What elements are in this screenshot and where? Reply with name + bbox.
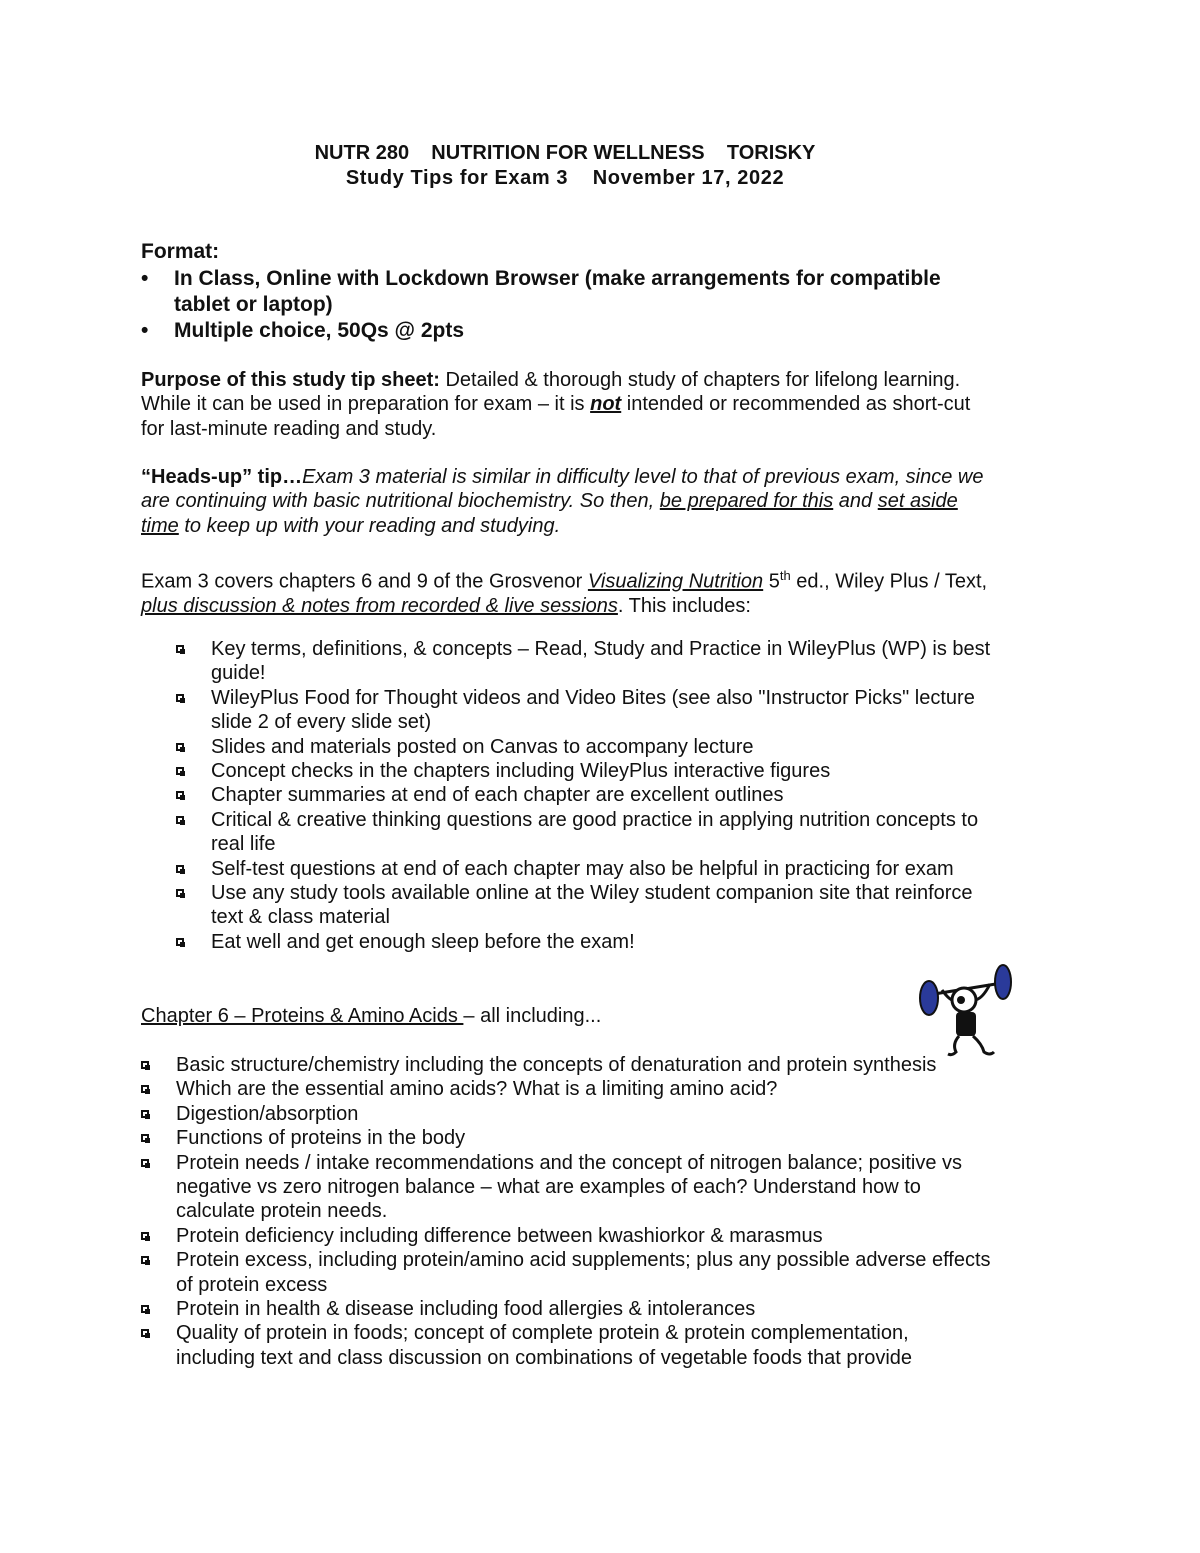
checkbox-bullet-icon: [176, 816, 184, 824]
headsup-label: “Heads-up” tip…: [141, 466, 303, 488]
checkbox-bullet-icon: [141, 1061, 149, 1069]
list-item: Self-test questions at end of each chapter may also be helpful in practicing for exam: [176, 857, 996, 881]
format-item: • Multiple choice, 50Qs @ 2pts: [141, 319, 465, 342]
format-item: • In Class, Online with Lockdown Browser (make arrangements for compatible tablet or laptop): [141, 267, 941, 316]
list-item: Protein in health & disease including food allergies & intolerances: [141, 1297, 991, 1321]
list-item: Basic structure/chemistry including the concepts of denaturation and protein synthesis: [141, 1053, 991, 1077]
checkbox-bullet-icon: [176, 938, 184, 946]
checkbox-bullet-icon: [176, 865, 184, 873]
checkbox-bullet-icon: [176, 694, 184, 702]
list-item: Digestion/absorption: [141, 1102, 991, 1126]
checkbox-bullet-icon: [141, 1159, 149, 1167]
bullet-icon: •: [141, 319, 149, 342]
purpose-label: Purpose of this study tip sheet:: [141, 369, 440, 391]
checkbox-bullet-icon: [141, 1329, 149, 1337]
document-subtitle: Study Tips for Exam 3 November 17, 2022: [345, 167, 785, 189]
checkbox-bullet-icon: [141, 1305, 149, 1313]
list-item: Concept checks in the chapters including WileyPlus interactive figures: [176, 759, 996, 783]
list-item: Protein excess, including protein/amino acid supplements; plus any possible adverse effects of protein excess: [141, 1248, 991, 1297]
checkbox-bullet-icon: [141, 1134, 149, 1142]
book-title: Visualizing Nutrition: [587, 570, 764, 593]
format-list: [141, 266, 991, 344]
list-item: Critical & creative thinking questions are good practice in applying nutrition concepts to real life: [176, 808, 996, 857]
checkbox-bullet-icon: [141, 1110, 149, 1118]
bullet-icon: •: [141, 267, 149, 290]
checkbox-bullet-icon: [141, 1232, 149, 1240]
chapter6-list: [141, 1053, 991, 1370]
list-item: Which are the essential amino acids? What is a limiting amino acid?: [141, 1077, 991, 1101]
checkbox-bullet-icon: [176, 791, 184, 799]
checkbox-bullet-icon: [141, 1256, 149, 1264]
checkbox-bullet-icon: [141, 1085, 149, 1093]
list-item: Chapter summaries at end of each chapter are excellent outlines: [176, 783, 996, 807]
format-heading: Format:: [141, 240, 220, 263]
emphasis-not: not: [590, 393, 622, 416]
list-item: Key terms, definitions, & concepts – Read, Study and Practice in WileyPlus (WP) is best guide!: [176, 637, 996, 686]
study-tips-list: [176, 637, 996, 954]
course-title: NUTR 280 NUTRITION FOR WELLNESS TORISKY: [314, 142, 816, 164]
list-item: Protein needs / intake recommendations and the concept of nitrogen balance; positive vs negative vs zero nitrogen balance – what are examples of each? Understand how to calculate protein needs.: [141, 1151, 991, 1224]
list-item: Functions of proteins in the body: [141, 1126, 991, 1150]
headsup-paragraph: “Heads-up” tip…Exam 3 material is similar in difficulty level to that of previous exam, since we are continuing with basic nutritional biochemistry. So then, be prepared for this and set aside time to keep up with your reading and studying.: [141, 466, 984, 537]
purpose-paragraph: Purpose of this study tip sheet: Detailed & thorough study of chapters for lifelong learning. While it can be used in preparation for exam – it is not intended or recommended as short-cut for last-minute reading and study.: [141, 369, 971, 440]
checkbox-bullet-icon: [176, 767, 184, 775]
checkbox-bullet-icon: [176, 889, 184, 897]
list-item: Slides and materials posted on Canvas to accompany lecture: [176, 735, 996, 759]
chapter6-heading: Chapter 6 – Proteins & Amino Acids – all including...: [141, 1005, 602, 1027]
list-item: WileyPlus Food for Thought videos and Video Bites (see also "Instructor Picks" lecture slide 2 of every slide set): [176, 686, 996, 735]
list-item: Protein deficiency including difference between kwashiorkor & marasmus: [141, 1224, 991, 1248]
list-item: Use any study tools available online at the Wiley student companion site that reinforce text & class material: [176, 881, 996, 930]
checkbox-bullet-icon: [176, 645, 184, 653]
list-item: Quality of protein in foods; concept of complete protein & protein complementation, including text and class discussion on combinations of vegetable foods that provide: [141, 1321, 991, 1370]
exam-coverage-paragraph: Exam 3 covers chapters 6 and 9 of the Grosvenor Visualizing Nutrition 5th ed., Wiley Plus / Text, plus discussion & notes from recorded & live sessions. This includes:: [141, 568, 988, 618]
list-item: Eat well and get enough sleep before the exam!: [176, 930, 996, 954]
checkbox-bullet-icon: [176, 743, 184, 751]
